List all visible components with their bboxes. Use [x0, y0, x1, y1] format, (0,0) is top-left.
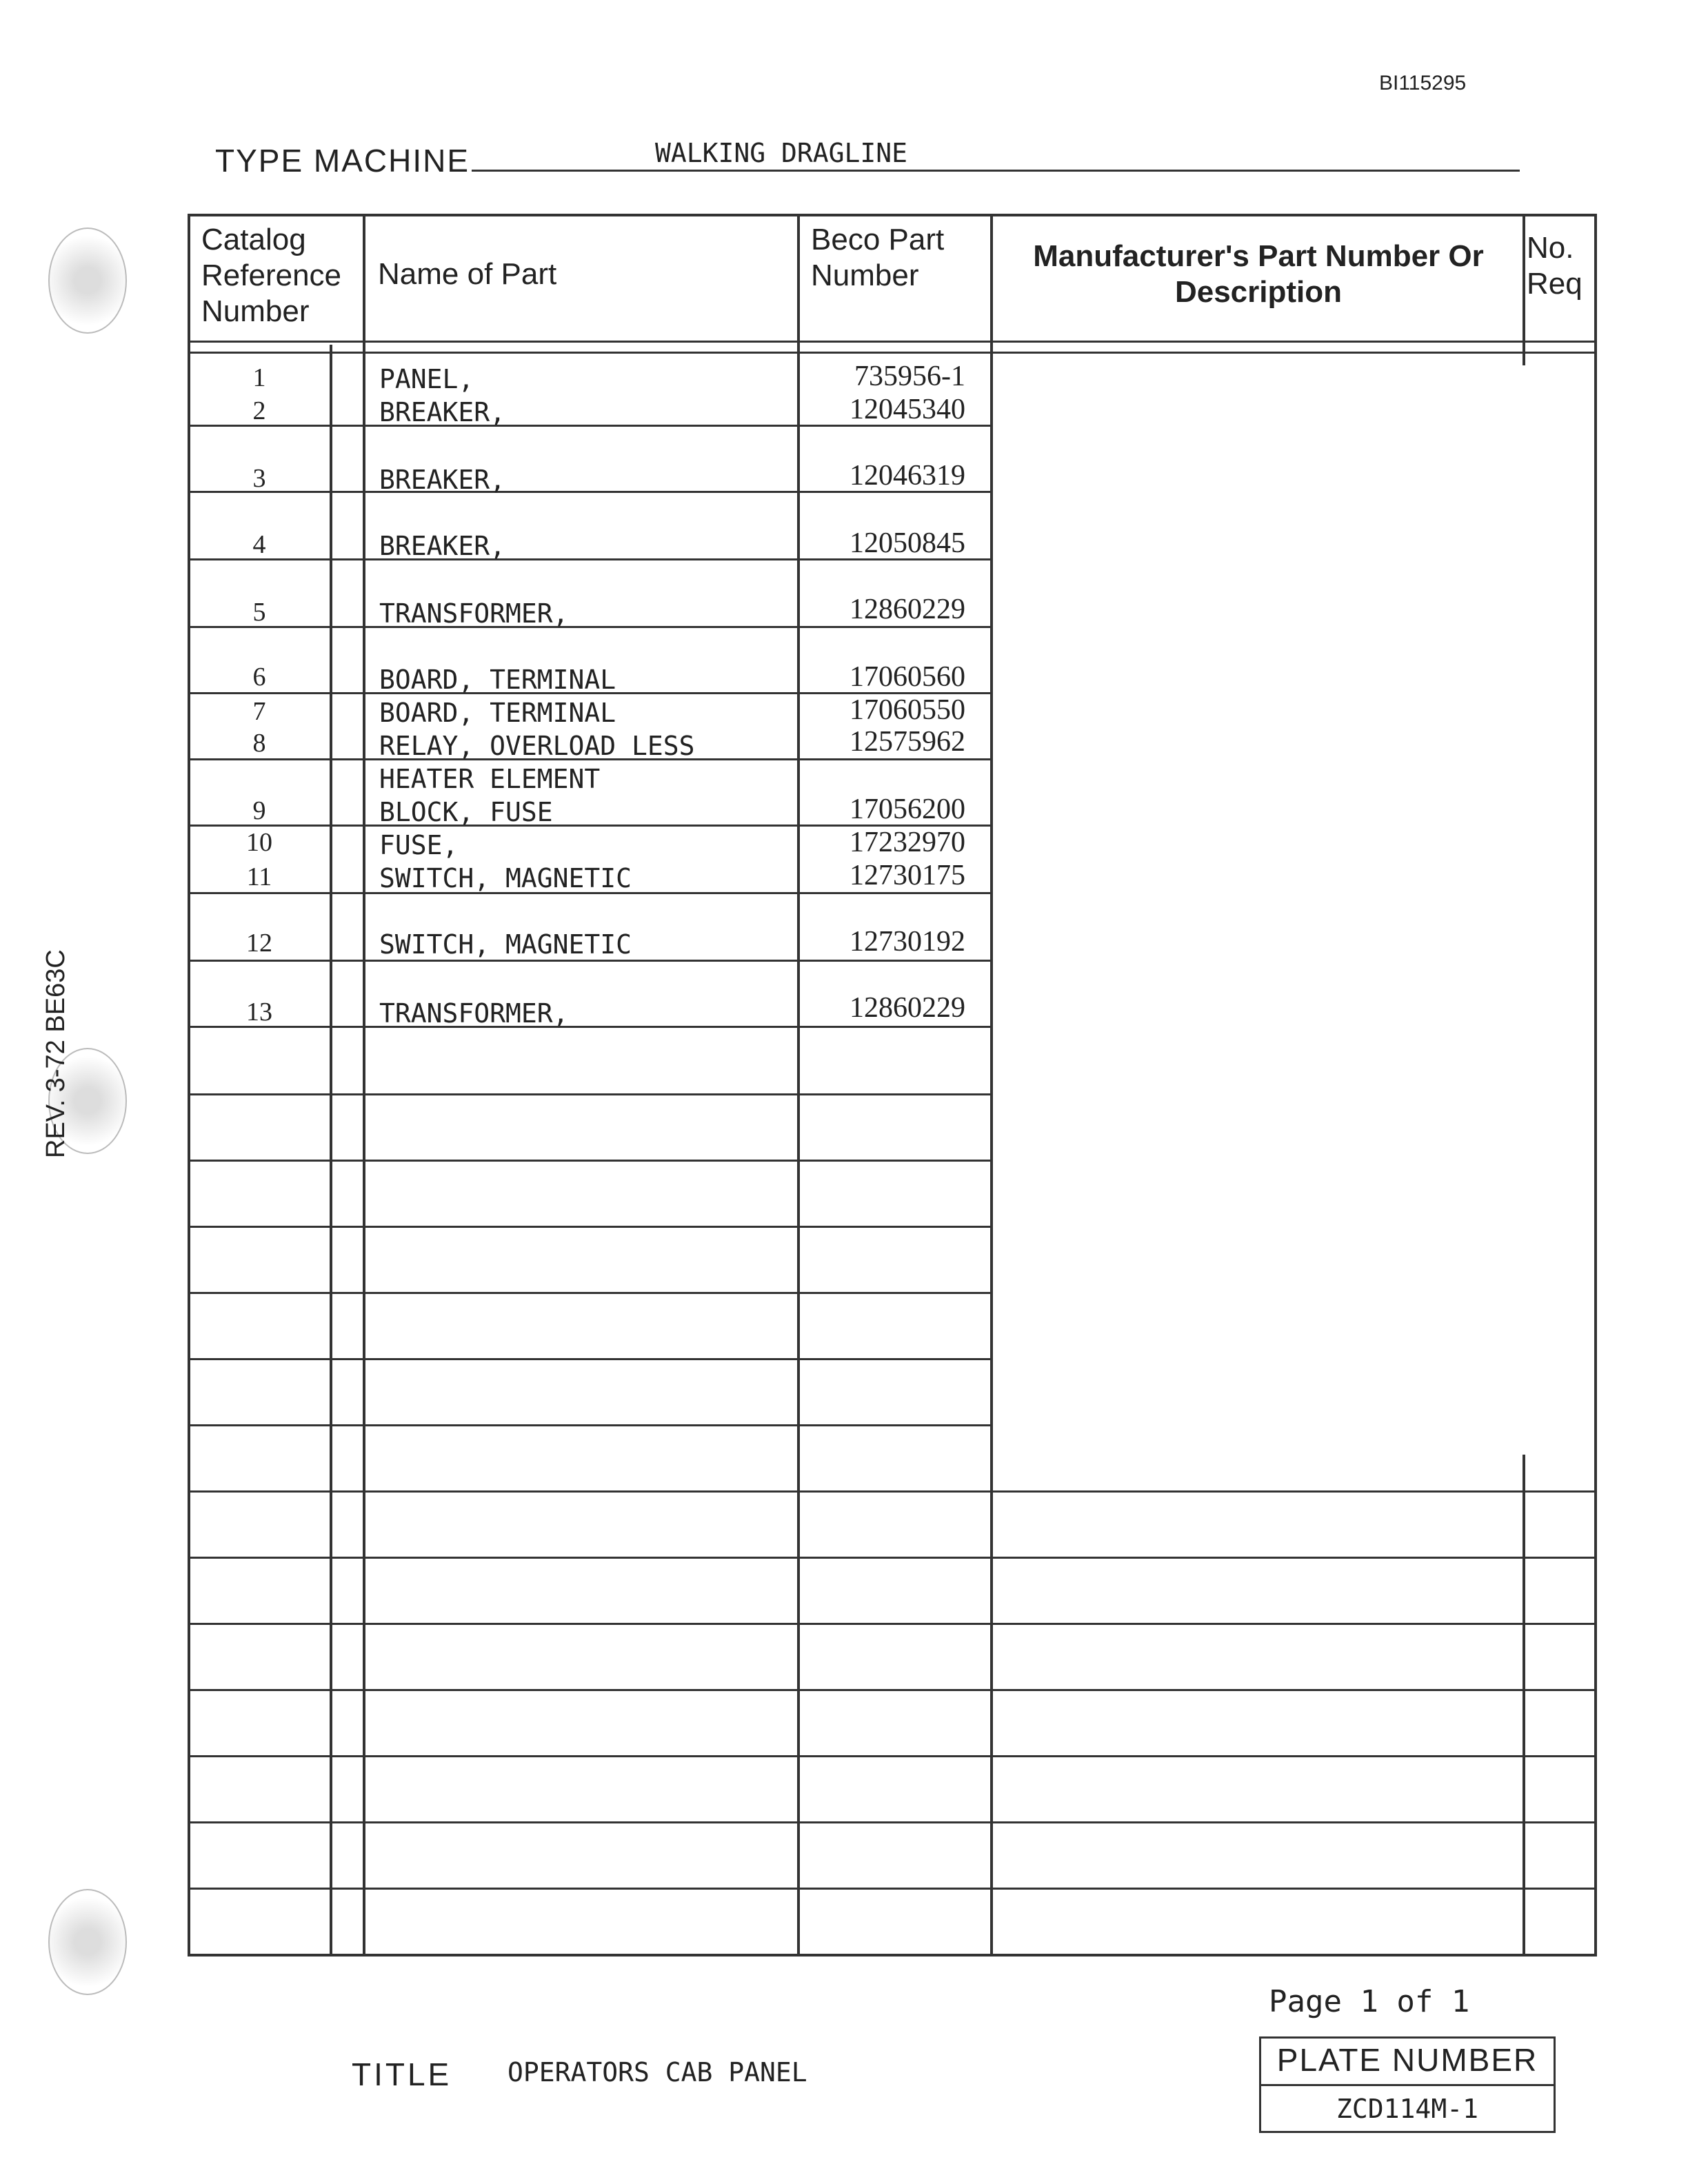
row-9-name: BLOCK, FUSE: [379, 797, 553, 827]
row-rule: [188, 1160, 990, 1162]
row-6-ref: 6: [252, 663, 266, 691]
row-10-beco: 17232970: [850, 827, 965, 858]
row-3-ref: 3: [252, 464, 266, 493]
row-13-name: TRANSFORMER,: [379, 998, 569, 1029]
binder-hole: [48, 228, 127, 334]
row-2-name: BREAKER,: [379, 397, 506, 427]
row-rule: [188, 1557, 1597, 1559]
type-machine-value: WALKING DRAGLINE: [655, 138, 908, 168]
row-7-name: BOARD, TERMINAL: [379, 698, 616, 728]
row-2-ref: 2: [252, 396, 266, 425]
document-id: BI115295: [1379, 72, 1467, 94]
row-8-name: RELAY, OVERLOAD LESS: [379, 731, 695, 761]
type-machine-label: TYPE MACHINE: [215, 143, 470, 179]
row-5-beco: 12860229: [850, 594, 965, 625]
row-1-name: PANEL,: [379, 364, 474, 394]
row-8-beco: 12575962: [850, 726, 965, 758]
row-9-ref: 9: [252, 796, 266, 825]
header-beco-part-number: Beco Part Number: [811, 223, 945, 292]
row-rule: [188, 1490, 1597, 1493]
page-indicator: Page 1 of 1: [1269, 1984, 1470, 2019]
row-rule: [188, 1623, 1597, 1625]
plate-number-value: ZCD114M-1: [1336, 2094, 1478, 2124]
plate-divider: [1261, 2084, 1554, 2086]
title-value: OPERATORS CAB PANEL: [508, 2057, 807, 2087]
column-divider: [363, 214, 365, 1957]
type-machine-underline: [472, 170, 1520, 172]
row-5-name: TRANSFORMER,: [379, 598, 569, 629]
row-10-ref: 10: [246, 828, 272, 857]
row-3-name: BREAKER,: [379, 465, 506, 495]
column-divider: [1523, 1455, 1525, 1957]
binder-hole: [48, 1889, 127, 1995]
row-rule: [188, 1755, 1597, 1757]
row-1-ref: 1: [252, 363, 266, 392]
header-number-required: No. Req: [1527, 231, 1582, 301]
row-11-name: SWITCH, MAGNETIC: [379, 863, 632, 893]
row-11-beco: 12730175: [850, 860, 965, 891]
title-label: TITLE: [352, 2056, 452, 2092]
row-6-name: BOARD, TERMINAL: [379, 665, 616, 695]
row-rule: [188, 1689, 1597, 1691]
row-12-beco: 12730192: [850, 926, 965, 958]
row-rule: [188, 1821, 1597, 1823]
row-7-ref: 7: [252, 697, 266, 726]
row-13-beco: 12860229: [850, 992, 965, 1024]
row-rule: [188, 1888, 1597, 1890]
row-12-name: SWITCH, MAGNETIC: [379, 929, 632, 960]
row-1-beco: 735956-1: [854, 361, 965, 392]
row-rule: [188, 1358, 990, 1360]
row-rule: [188, 1226, 990, 1228]
row-5-ref: 5: [252, 598, 266, 627]
row-rule: [188, 1424, 990, 1426]
header-catalog-reference: Catalog Reference Number: [201, 223, 342, 328]
row-rule: [188, 960, 990, 962]
row-4-beco: 12050845: [850, 527, 965, 559]
revision-stamp: REV. 3-72 BE63C: [41, 949, 70, 1158]
row-4-ref: 4: [252, 530, 266, 559]
plate-number-box: [1259, 2036, 1556, 2133]
row-9-beco: 17056200: [850, 793, 965, 825]
header-rule: [188, 352, 1597, 354]
header-manufacturer-part-number: Manufacturer's Part Number Or Description: [1033, 239, 1484, 309]
row-7-beco: 17060550: [850, 694, 965, 726]
row-8-ref: 8: [252, 729, 266, 758]
row-13-ref: 13: [246, 998, 272, 1027]
row-10-name: FUSE,: [379, 830, 459, 860]
row-6-beco: 17060560: [850, 661, 965, 693]
row-rule: [188, 1093, 990, 1095]
column-divider: [330, 345, 332, 1957]
row-rule: [188, 1292, 990, 1294]
header-name-of-part: Name of Part: [378, 257, 557, 291]
row-2-beco: 12045340: [850, 394, 965, 425]
plate-number-label: PLATE NUMBER: [1276, 2042, 1538, 2078]
row-11-ref: 11: [246, 862, 272, 891]
row-12-ref: 12: [246, 929, 272, 958]
row-4-name: BREAKER,: [379, 531, 506, 561]
column-divider: [990, 214, 993, 1957]
row-3-beco: 12046319: [850, 460, 965, 492]
header-rule: [188, 341, 1597, 343]
row-8b-name: HEATER ELEMENT: [379, 764, 601, 794]
